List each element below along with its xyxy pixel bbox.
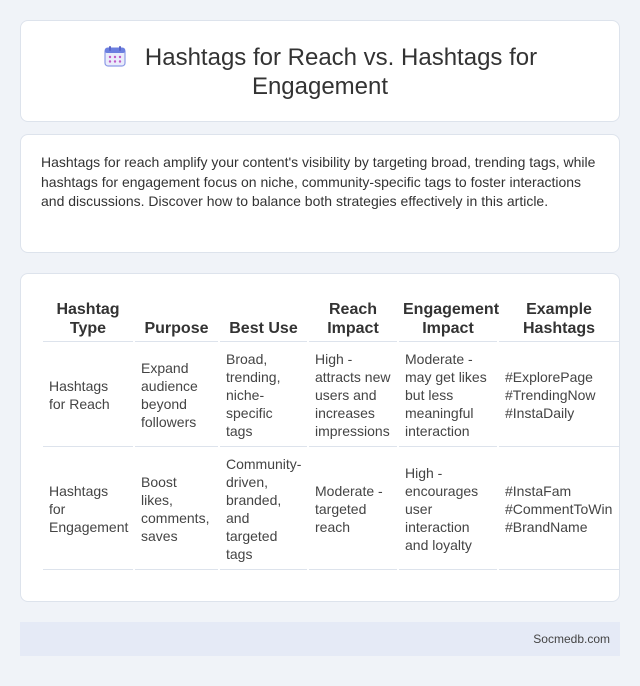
example-hashtag: #InstaDaily (505, 405, 575, 421)
footer-bar (20, 622, 620, 656)
example-hashtag: #ExplorePage (505, 369, 593, 385)
table-cell-examples (499, 449, 619, 570)
table-cell-best-use: Broad, trending, niche-specific tags (220, 344, 307, 447)
example-hashtag: #InstaFam (505, 483, 572, 499)
comparison-table (41, 294, 621, 572)
column-header: Engagement Impact (399, 296, 497, 342)
intro-paragraph: Hashtags for reach amplify your content's visibility by targeting broad, trending tags, while hashtags for engagement focus on niche, community-specific tags to foster interactions and discussions. Discover how to balance both strategies effectively in this article. (41, 154, 596, 209)
calendar-icon (103, 44, 127, 68)
title-card (20, 20, 620, 122)
column-header: Best Use (220, 296, 307, 342)
intro-card (20, 134, 620, 253)
table-cell-reach-impact: Moderate - targeted reach (309, 449, 397, 570)
page-title-text: Hashtags for Reach vs. Hashtags for Engagement (144, 44, 538, 100)
column-header: Hashtag Type (43, 296, 133, 342)
table-cell-type: Hashtags for Engagement (43, 449, 133, 570)
page-title (61, 43, 579, 101)
footer-site-label: Socmedb.com (533, 632, 610, 646)
table-cell-purpose: Expand audience beyond followers (135, 344, 218, 447)
column-header: Purpose (135, 296, 218, 342)
table-row (43, 449, 619, 570)
table-cell-type: Hashtags for Reach (43, 344, 133, 447)
example-hashtag: #TrendingNow (505, 387, 596, 403)
table-cell-engagement-impact: High - encourages user interaction and loyalty (399, 449, 497, 570)
table-card (20, 273, 620, 602)
table-row (43, 344, 619, 447)
table-cell-examples (499, 344, 619, 447)
table-cell-reach-impact: High - attracts new users and increases impressions (309, 344, 397, 447)
column-header: Reach Impact (309, 296, 397, 342)
example-hashtag: #CommentToWin (505, 501, 613, 517)
example-hashtag: #BrandName (505, 519, 588, 535)
table-cell-purpose: Boost likes, comments, saves (135, 449, 218, 570)
table-cell-best-use: Community-driven, branded, and targeted tags (220, 449, 307, 570)
table-header-row (43, 296, 619, 342)
table-cell-engagement-impact: Moderate - may get likes but less meaningful interaction (399, 344, 497, 447)
column-header: Example Hashtags (499, 296, 619, 342)
